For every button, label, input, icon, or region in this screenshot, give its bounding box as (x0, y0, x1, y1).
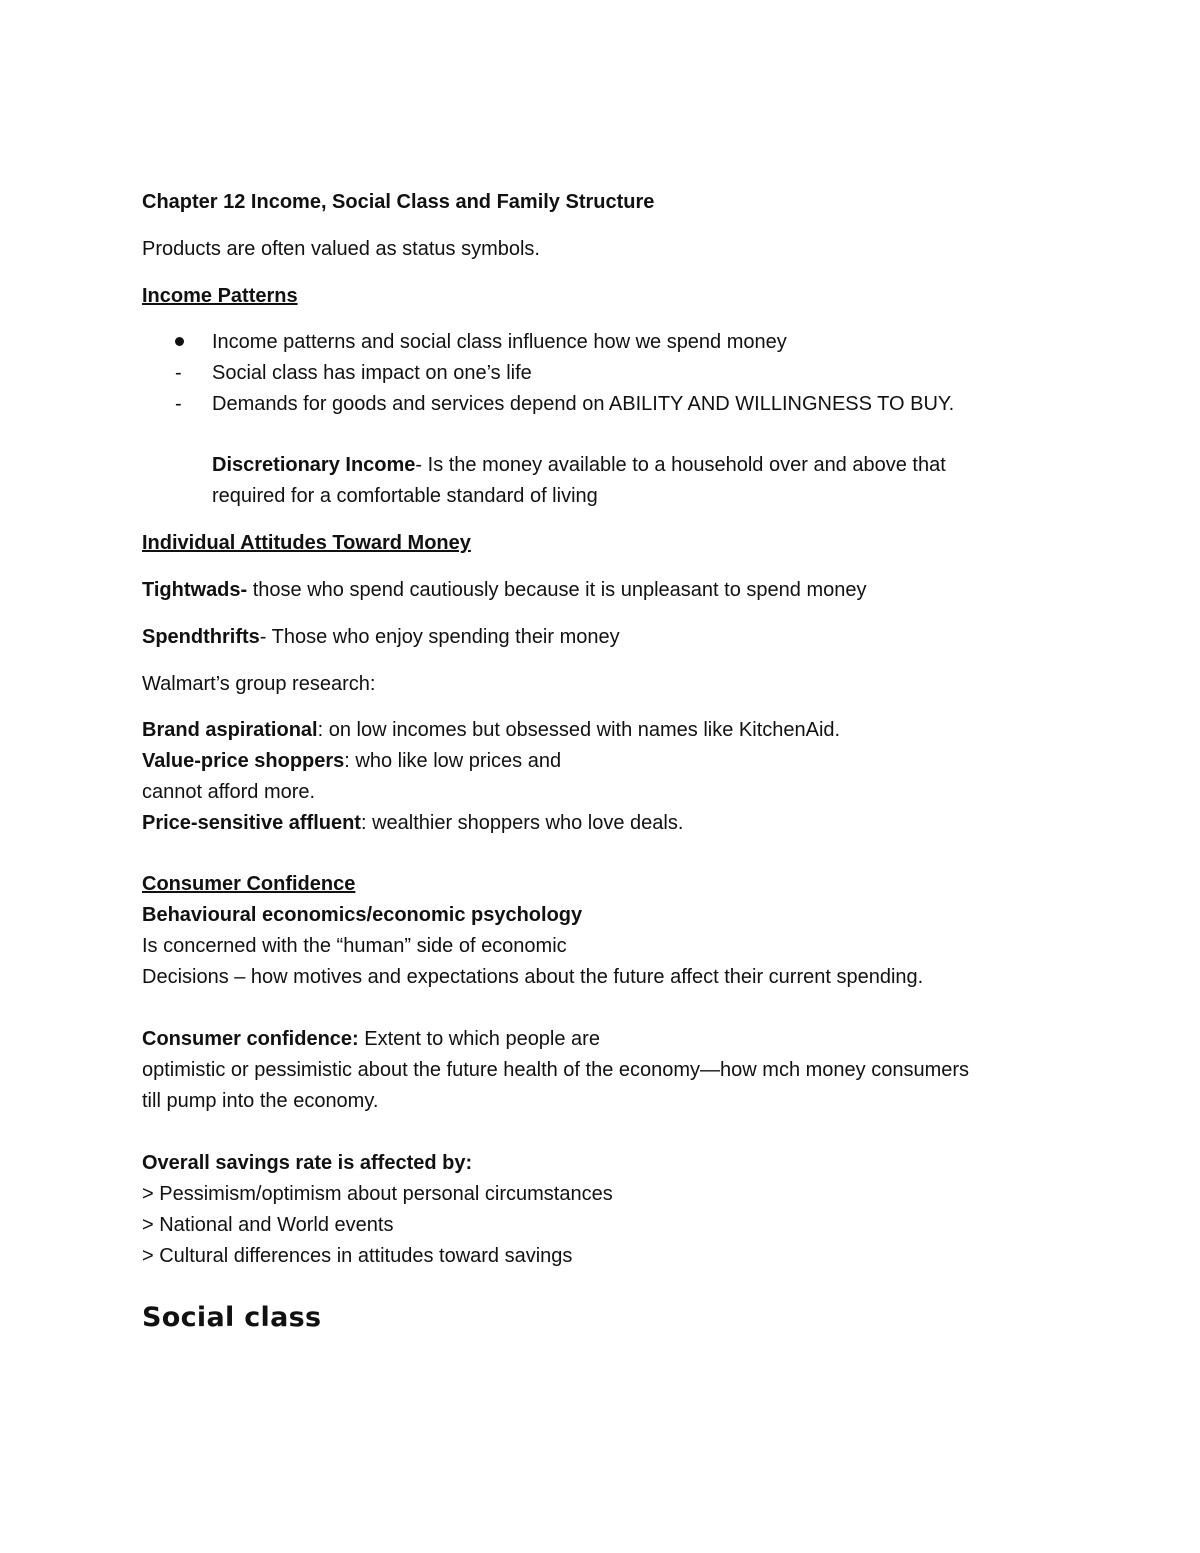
intro-text: Products are often valued as status symbols. (142, 238, 540, 260)
list-item: Social class has impact on one’s life (212, 362, 532, 384)
income-patterns-heading: Income Patterns (142, 285, 298, 307)
value-price-shoppers (142, 749, 561, 773)
consumer-confidence-heading: Consumer Confidence (142, 873, 356, 895)
savings-item: > Pessimism/optimism about personal circumstances (142, 1183, 613, 1205)
bullet-icon (175, 337, 184, 346)
price-term: Price-sensitive affluent (142, 812, 361, 834)
list-item: Demands for goods and services depend on ABILITY AND WILLINGNESS TO BUY. (212, 393, 955, 415)
savings-heading: Overall savings rate is affected by: (142, 1152, 473, 1174)
value-def: : who like low prices and (344, 750, 562, 772)
dash-marker: - (175, 393, 182, 415)
consumer-confidence-definition (142, 1027, 600, 1051)
discretionary-income-def-line2: required for a comfortable standard of living (212, 485, 598, 507)
confidence-line: Is concerned with the “human” side of economic (142, 935, 567, 957)
walmart-research: Walmart’s group research: (142, 673, 376, 695)
consumer-confidence-def: Extent to which people are (358, 1028, 600, 1050)
brand-term: Brand aspirational (142, 719, 318, 741)
tightwads-def: those who spend cautiously because it is unpleasant to spend money (247, 579, 867, 601)
spendthrifts-def: - Those who enjoy spending their money (259, 626, 620, 648)
consumer-confidence-line3: till pump into the economy. (142, 1090, 379, 1112)
tightwads-term: Tightwads- (142, 579, 248, 601)
discretionary-income-def: - Is the money available to a household over and above that (415, 454, 946, 476)
chapter-title: Chapter 12 Income, Social Class and Family Structure (142, 191, 655, 213)
spendthrifts-definition (142, 625, 620, 649)
spendthrifts-term: Spendthrifts (142, 626, 260, 648)
confidence-line: Decisions – how motives and expectations about the future affect their current spending. (142, 966, 924, 988)
brand-aspirational (142, 718, 840, 742)
savings-item: > Cultural differences in attitudes toward savings (142, 1245, 573, 1267)
discretionary-income-term: Discretionary Income (212, 454, 416, 476)
value-term: Value-price shoppers (142, 750, 345, 772)
consumer-confidence-term: Consumer confidence: (142, 1028, 359, 1050)
consumer-confidence-line2: optimistic or pessimistic about the future health of the economy—how mch money consumers (142, 1059, 970, 1081)
price-def: : wealthier shoppers who love deals. (360, 812, 684, 834)
behavioural-economics-heading: Behavioural economics/economic psychology (142, 904, 583, 926)
social-class-heading: Social class (142, 1302, 322, 1333)
list-item: Income patterns and social class influence how we spend money (212, 331, 787, 353)
attitudes-heading: Individual Attitudes Toward Money (142, 532, 471, 554)
dash-marker: - (175, 362, 182, 384)
brand-def: : on low incomes but obsessed with names like KitchenAid. (317, 719, 841, 741)
tightwads-definition (142, 578, 866, 602)
price-sensitive-affluent (142, 811, 683, 835)
savings-item: > National and World events (142, 1214, 394, 1236)
discretionary-income-definition (212, 453, 946, 477)
value-price-def-line2: cannot afford more. (142, 781, 316, 803)
